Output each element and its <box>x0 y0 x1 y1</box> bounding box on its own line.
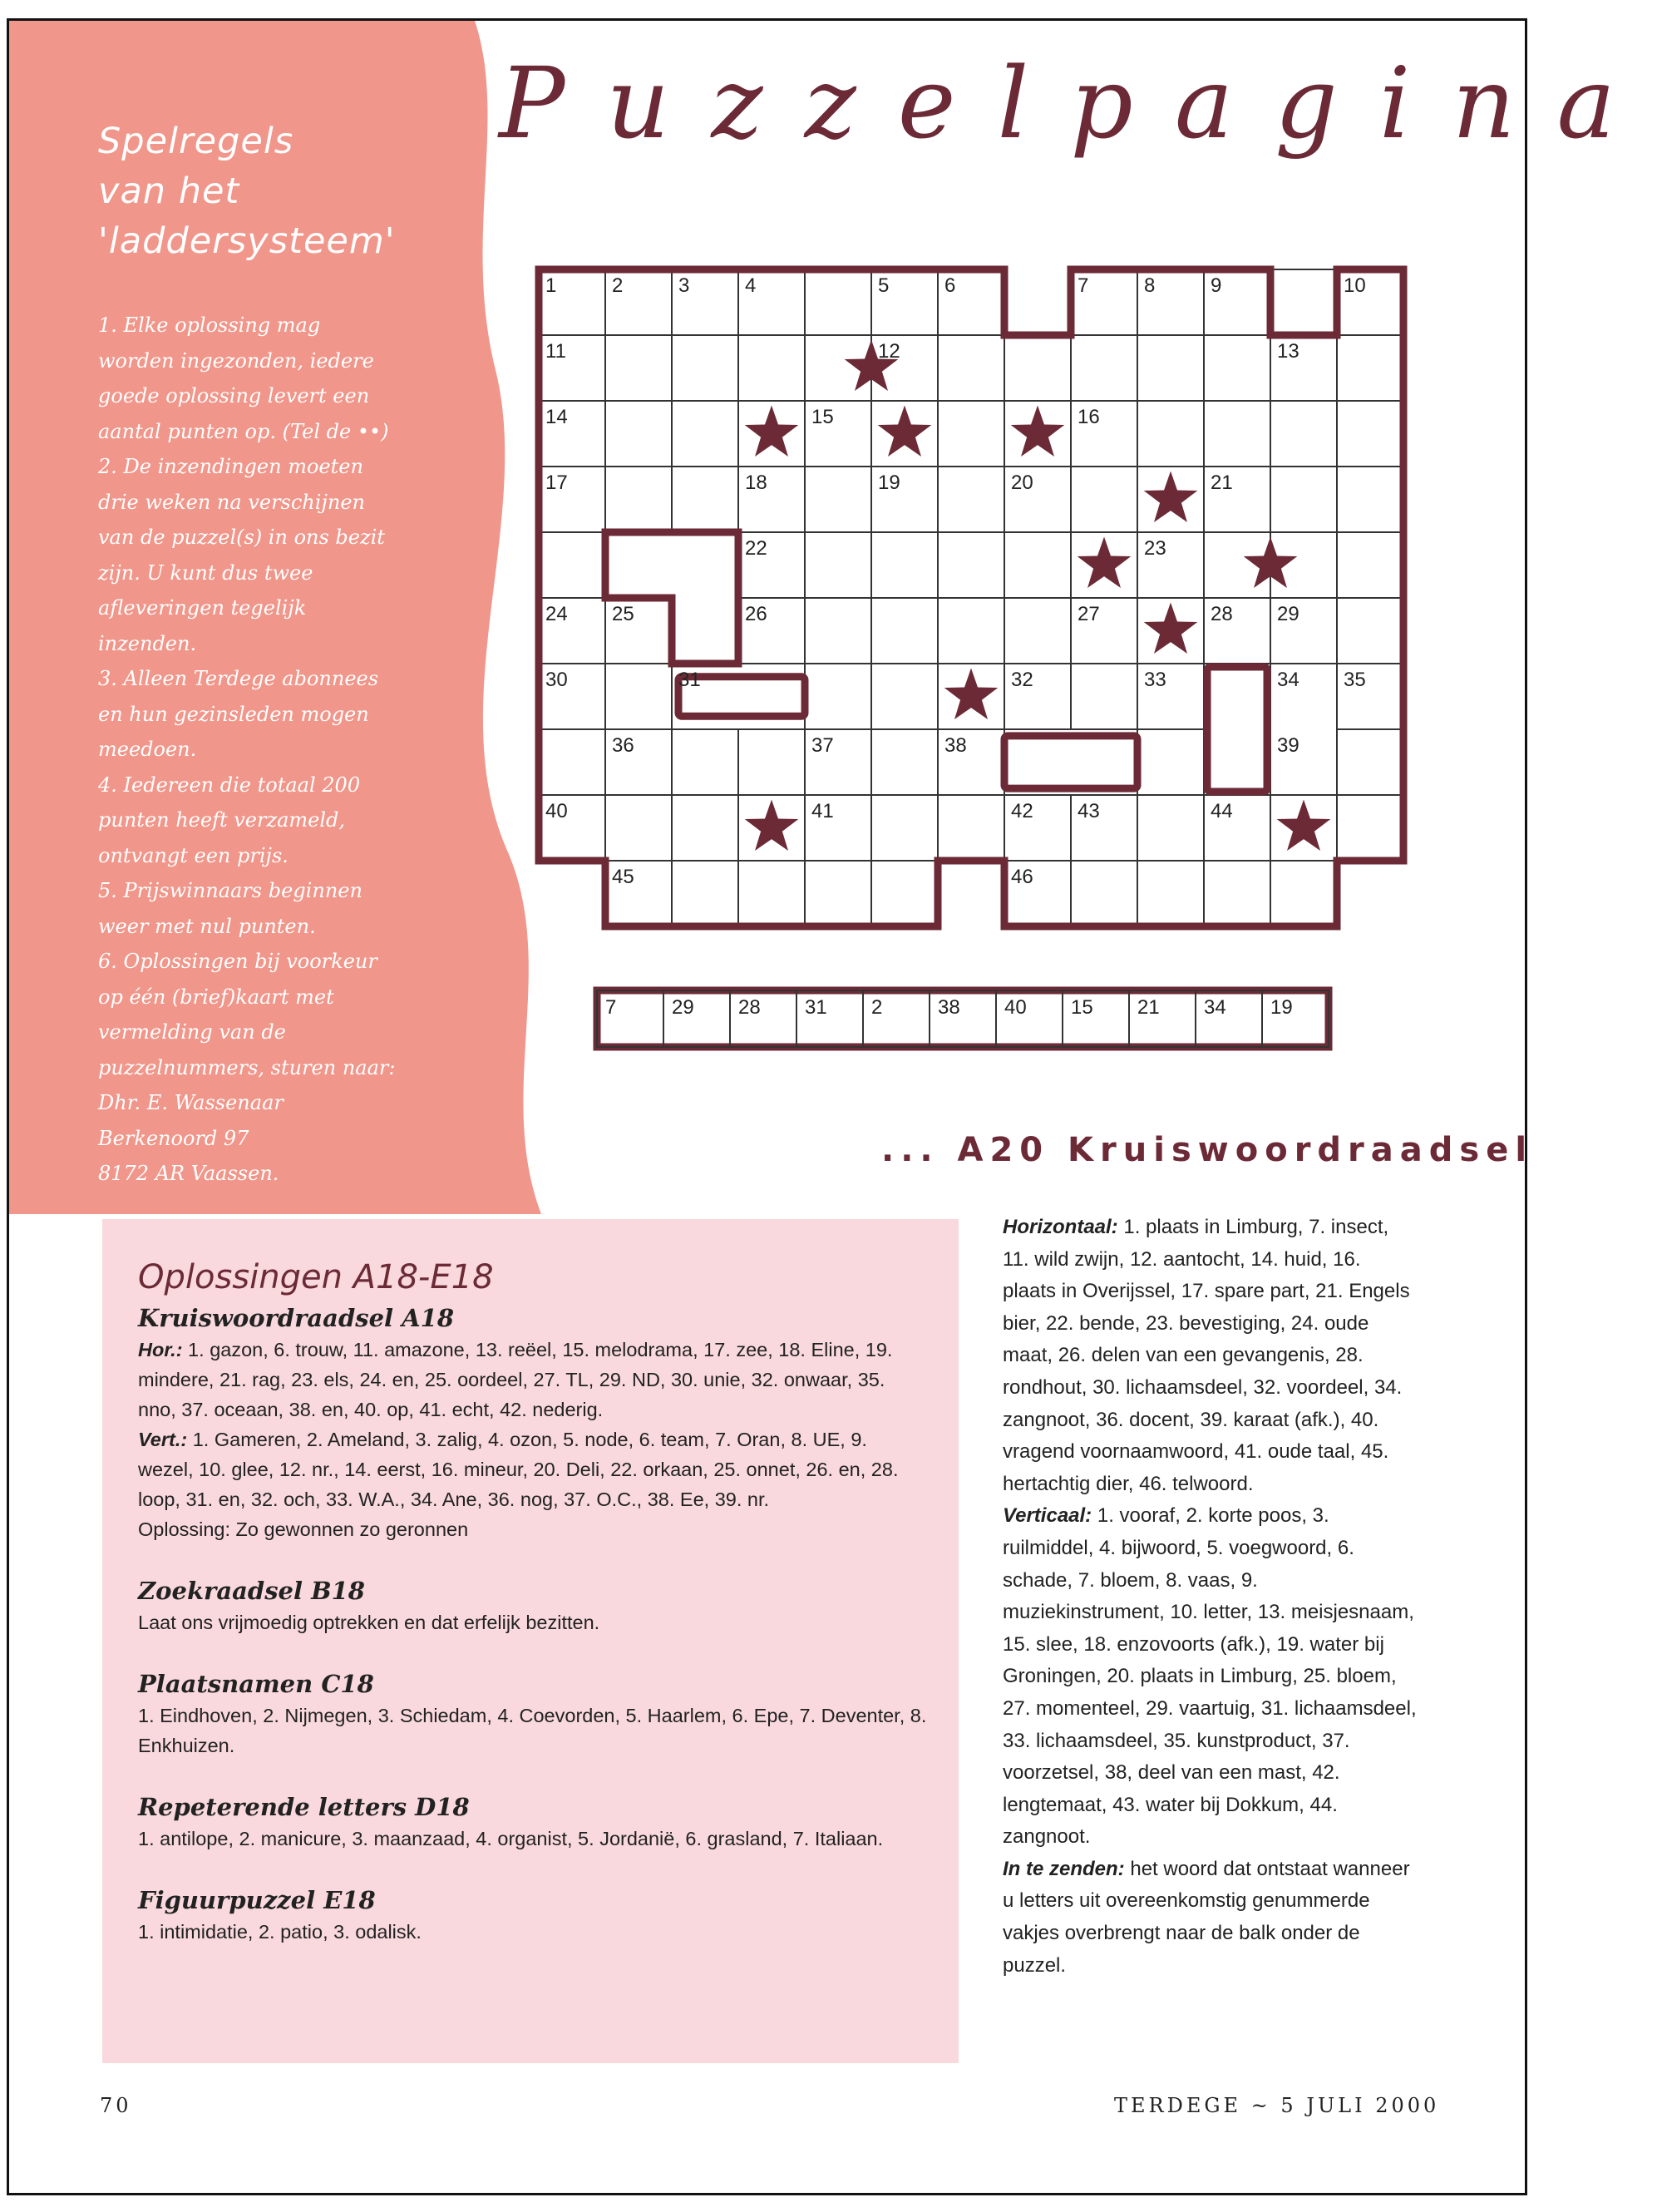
grid-cell <box>1337 532 1403 598</box>
rule-item: 2. De inzendingen moeten drie weken na verschijnen van de puzzel(s) in ons bezit zijn. U kunt dus twee afleveringen tegelijk inzenden. <box>98 455 385 655</box>
grid-cell <box>871 664 938 729</box>
page-number: 70 <box>100 2094 132 2117</box>
page-title: Puzzelpagina <box>499 46 1657 160</box>
cell-number: 11 <box>545 340 566 363</box>
cell-number: 21 <box>1211 472 1233 494</box>
cell-number: 9 <box>1211 274 1222 297</box>
grid-cell <box>605 664 672 729</box>
solution-cell-number: 7 <box>605 996 617 1019</box>
grid-cell <box>1337 598 1403 664</box>
grid-cell <box>805 598 871 664</box>
grid-cell <box>805 467 871 532</box>
grid-cell <box>1071 664 1137 729</box>
cell-number: 28 <box>1211 603 1233 625</box>
solution-cell-number: 21 <box>1137 996 1160 1019</box>
horizontal-clues: 1. plaats in Limburg, 7. insect, 11. wild zwijn, 12. aantocht, 14. huid, 16. plaats in Overijssel, 17. spare part, 21. Engels bier, 22. bende, 23. bevestiging, 24. oude maat, 26. delen van een gevangenis, 28. rondhout, 30. lichaamsdeel, 32. voordeel, 34. zangnoot, 36. docent, 39. karaat (afk.), 40. vragend voornaamwoord, 41. oude taal, 45. hertachtig dier, 46. telwoord. <box>1003 1216 1410 1495</box>
cell-number: 29 <box>1277 603 1299 625</box>
grid-cell <box>672 335 738 401</box>
grid-cell <box>672 795 738 861</box>
address-line: 8172 AR Vaassen. <box>98 1162 279 1185</box>
solution-text: 1. intimidatie, 2. patio, 3. odalisk. <box>138 1921 422 1943</box>
vertical-clues: 1. vooraf, 2. korte poos, 3. ruilmiddel, 4. bijwoord, 5. voegwoord, 6. schade, 7. bloem, 8. vaas, 9. muziekinstrument, 10. letter, 13. meisjesnaam, 15. slee, 18. enzovoorts (afk.), 19. water bij Groningen, 20. plaats in Limburg, 25. bloem, 27. momenteel, 29. vaartuig, 31. lichaamsdeel, 33. lichaamsdeel, 35. kunstproduct, 37. voorzetsel, 38, deel van een mast, 42. lengtemaat, 43. water bij Dokkum, 44. zangnoot. <box>1003 1504 1417 1849</box>
clues-column <box>1003 1212 1418 1982</box>
horizontal-label: Horizontaal: <box>1003 1216 1118 1238</box>
cell-number: 30 <box>545 669 568 691</box>
crossword-grid[interactable] <box>532 266 1413 948</box>
cell-number: 3 <box>678 274 690 297</box>
hor-label: Hor.: <box>138 1339 183 1360</box>
cell-number: 1 <box>545 274 557 297</box>
grid-cell <box>1137 795 1204 861</box>
solution-cell-number: 2 <box>871 996 883 1019</box>
solution-kruiswoord <box>138 1301 928 1544</box>
grid-cell <box>1071 467 1137 532</box>
grid-cell <box>871 532 938 598</box>
grid-cell <box>871 861 938 926</box>
grid-cell <box>805 664 871 729</box>
vertical-label: Verticaal: <box>1003 1504 1092 1528</box>
cell-number: 15 <box>811 406 834 428</box>
solution-cell-number: 15 <box>1071 996 1093 1019</box>
grid-cell <box>672 401 738 467</box>
grid-cell <box>539 532 605 598</box>
solutions-box <box>102 1219 959 2063</box>
solution-title: Repeterende letters D18 <box>138 1793 470 1821</box>
grid-cell <box>1204 861 1270 926</box>
grid-cell <box>805 269 871 335</box>
grid-cell <box>605 401 672 467</box>
send-instructions: het woord dat ontstaat wanneer u letters uit overeenkomstig genummerde vakjes overbrengt naar de balk onder de puzzel. <box>1003 1857 1410 1977</box>
cell-number: 33 <box>1144 669 1166 691</box>
grid-cell <box>605 335 672 401</box>
solution-plaats <box>138 1667 928 1760</box>
rules-title-line: van het <box>98 170 240 212</box>
solution-text: 1. Eindhoven, 2. Nijmegen, 3. Schiedam, 4. Coevorden, 5. Haarlem, 6. Epe, 7. Deventer, 8. Enkhuizen. <box>138 1705 927 1756</box>
cell-number: 44 <box>1211 800 1233 822</box>
grid-cell <box>871 598 938 664</box>
grid-cell <box>1004 598 1071 664</box>
cell-number: 41 <box>811 800 834 822</box>
grid-cell <box>938 795 1004 861</box>
grid-cell <box>871 795 938 861</box>
solution-title: Zoekraadsel B18 <box>138 1577 365 1605</box>
grid-cell <box>539 729 605 795</box>
cell-number: 35 <box>1344 669 1366 691</box>
cell-number: 32 <box>1011 669 1033 691</box>
cell-number: 38 <box>944 734 967 757</box>
grid-cell <box>1337 467 1403 532</box>
cell-number: 26 <box>745 603 767 625</box>
cell-number: 27 <box>1078 603 1100 625</box>
grid-cell <box>1137 861 1204 926</box>
solution-text: Laat ons vrijmoedig optrekken en dat erfelijk bezitten. <box>138 1612 600 1633</box>
solution-phrase: Oplossing: Zo gewonnen zo geronnen <box>138 1518 469 1540</box>
cell-number: 13 <box>1277 340 1299 363</box>
vert-label: Vert.: <box>138 1429 188 1450</box>
grid-cell <box>672 861 738 926</box>
grid-cell <box>1071 335 1137 401</box>
vert-answers: 1. Gameren, 2. Ameland, 3. zalig, 4. ozon, 5. node, 6. team, 7. Oran, 8. UE, 9. wezel, 10. glee, 12. nr., 14. eerst, 16. mineur, 20. Deli, 22. orkaan, 25. onnet, 26. en, 28. loop, 31. en, 32. och, 33. W.A., 34. Ane, 36. nog, 37. O.C., 38. Ee, 39. nr. <box>138 1429 899 1510</box>
rules-title-line: Spelregels <box>98 121 294 162</box>
cell-number: 31 <box>678 669 701 691</box>
grid-cell <box>871 729 938 795</box>
grid-cell <box>1337 335 1403 401</box>
rules-list <box>98 308 397 1192</box>
solution-cell-number: 31 <box>805 996 827 1019</box>
solution-zoek <box>138 1574 928 1637</box>
solution-cell-number: 38 <box>938 996 960 1019</box>
cell-number: 2 <box>612 274 624 297</box>
rules-title-line: 'laddersysteem' <box>98 220 396 262</box>
grid-cell <box>738 729 805 795</box>
cell-number: 23 <box>1144 537 1166 560</box>
solution-figuur <box>138 1884 928 1947</box>
solution-cell-number: 19 <box>1270 996 1293 1019</box>
cell-number: 25 <box>612 603 634 625</box>
grid-cell <box>1004 532 1071 598</box>
grid-block <box>1004 736 1137 788</box>
puzzle-subtitle: ... A20 Kruiswoordraadsel <box>881 1131 1534 1169</box>
grid-cell <box>1270 401 1337 467</box>
address-line: Berkenoord 97 <box>98 1126 249 1150</box>
cell-number: 19 <box>878 472 900 494</box>
grid-cell <box>1137 401 1204 467</box>
magazine-footer: TERDEGE ~ 5 JULI 2000 <box>1114 2094 1440 2117</box>
grid-cell <box>1270 467 1337 532</box>
grid-cell <box>672 467 738 532</box>
cell-number: 17 <box>545 472 568 494</box>
grid-cell <box>805 861 871 926</box>
grid-cell <box>805 532 871 598</box>
cell-number: 43 <box>1078 800 1100 822</box>
rule-item: 1. Elke oplossing mag worden ingezonden, iedere goede oplossing levert een aantal punten op. (Tel de ••) <box>98 314 389 443</box>
cell-number: 5 <box>878 274 890 297</box>
grid-cell <box>938 598 1004 664</box>
grid-cell <box>1071 861 1137 926</box>
grid-cell <box>1137 729 1204 795</box>
cell-number: 14 <box>545 406 568 428</box>
grid-cell <box>1004 335 1071 401</box>
cell-number: 12 <box>878 340 900 363</box>
grid-cell <box>938 401 1004 467</box>
solutions-heading: Oplossingen A18-E18 <box>138 1258 494 1296</box>
solution-title: Plaatsnamen C18 <box>138 1670 374 1698</box>
cell-number: 18 <box>745 472 767 494</box>
grid-cell <box>672 729 738 795</box>
send-label: In te zenden: <box>1003 1857 1125 1880</box>
cell-number: 46 <box>1011 866 1033 888</box>
grid-cell <box>1204 335 1270 401</box>
grid-cell <box>1337 729 1403 795</box>
cell-number: 34 <box>1277 669 1299 691</box>
solution-cell-number: 34 <box>1204 996 1226 1019</box>
cell-number: 8 <box>1144 274 1156 297</box>
solution-cell-number: 29 <box>672 996 694 1019</box>
grid-block <box>605 532 738 664</box>
cell-number: 45 <box>612 866 634 888</box>
rule-item: 3. Alleen Terdege abonnees en hun gezinsleden mogen meedoen. <box>98 667 379 761</box>
cell-number: 10 <box>1344 274 1366 297</box>
solution-bar[interactable] <box>590 985 1355 1052</box>
cell-number: 37 <box>811 734 834 757</box>
grid-cell <box>938 467 1004 532</box>
cell-number: 6 <box>944 274 956 297</box>
grid-cell <box>605 795 672 861</box>
grid-cell <box>938 335 1004 401</box>
solution-cell-number: 28 <box>738 996 761 1019</box>
grid-cell <box>1270 861 1337 926</box>
grid-cell <box>1137 335 1204 401</box>
grid-cell <box>1337 795 1403 861</box>
cell-number: 40 <box>545 800 568 822</box>
grid-cell <box>1204 401 1270 467</box>
rule-item: 5. Prijswinnaars beginnen weer met nul punten. <box>98 879 362 938</box>
rule-item: 6. Oplossingen bij voorkeur op één (brief)kaart met vermelding van de puzzelnummers, sturen naar: <box>98 950 396 1079</box>
rules-title <box>98 116 481 266</box>
address-line: Dhr. E. Wassenaar <box>98 1091 284 1114</box>
cell-number: 36 <box>612 734 634 757</box>
solution-title: Kruiswoordraadsel A18 <box>138 1304 455 1332</box>
rule-item: 4. Iedereen die totaal 200 punten heeft verzameld, ontvangt een prijs. <box>98 773 361 867</box>
grid-cell <box>738 861 805 926</box>
grid-cell <box>1270 269 1337 335</box>
grid-cell <box>938 532 1004 598</box>
cell-number: 4 <box>745 274 757 297</box>
solution-title: Figuurpuzzel E18 <box>138 1886 376 1914</box>
solution-text: 1. antilope, 2. manicure, 3. maanzaad, 4. organist, 5. Jordanië, 6. grasland, 7. Italiaan. <box>138 1828 884 1849</box>
grid-cell <box>605 467 672 532</box>
grid-cell <box>1337 401 1403 467</box>
grid-block <box>1207 667 1267 792</box>
grid-cell <box>738 335 805 401</box>
cell-number: 16 <box>1078 406 1100 428</box>
solution-cell-number: 40 <box>1004 996 1027 1019</box>
cell-number: 24 <box>545 603 568 625</box>
cell-number: 20 <box>1011 472 1033 494</box>
solution-repeter <box>138 1790 928 1854</box>
cell-number: 22 <box>745 537 767 560</box>
cell-number: 39 <box>1277 734 1299 757</box>
cell-number: 7 <box>1078 274 1089 297</box>
hor-answers: 1. gazon, 6. trouw, 11. amazone, 13. reëel, 15. melodrama, 17. zee, 18. Eline, 19. mindere, 21. rag, 23. els, 24. en, 25. oordeel, 27. TL, 29. ND, 30. unie, 32. onwaar, 35. nno, 37. oceaan, 38. en, 40. op, 41. echt, 42. nederig. <box>138 1339 893 1420</box>
cell-number: 42 <box>1011 800 1033 822</box>
